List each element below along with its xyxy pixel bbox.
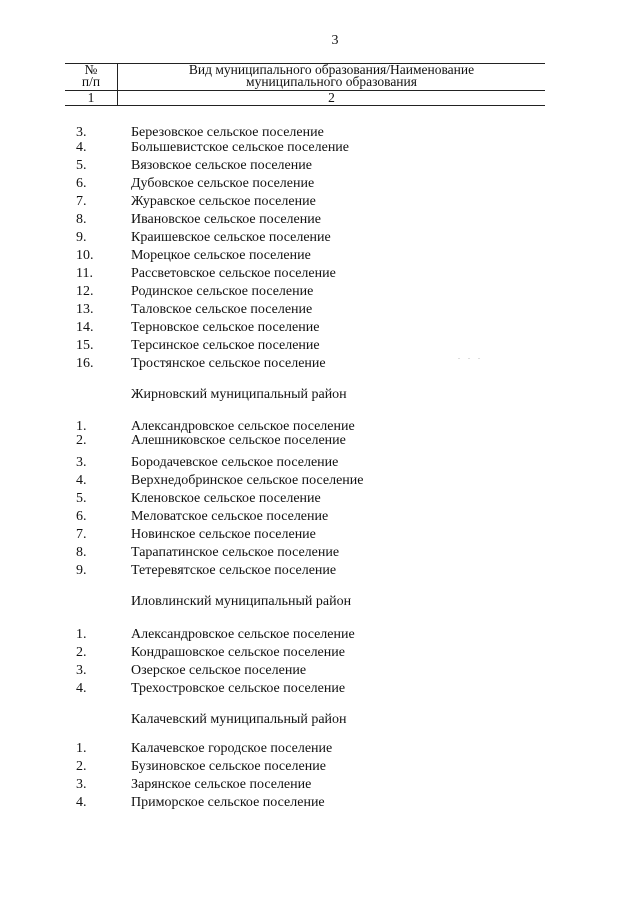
item-number: 7.	[76, 527, 87, 542]
list-item	[0, 319, 640, 337]
item-name: Терсинское сельское поселение	[131, 338, 320, 353]
item-name: Александровское сельское поселение	[131, 627, 355, 642]
list-item	[0, 301, 640, 319]
item-number: 14.	[76, 320, 94, 335]
item-name: Терновское сельское поселение	[131, 320, 320, 335]
header-num-label-line2: п/п	[81, 74, 101, 89]
item-number: 11.	[76, 266, 93, 281]
list-item	[0, 157, 640, 175]
header-col2-number: 2	[328, 90, 335, 105]
item-number: 12.	[76, 284, 94, 299]
header-num-label-line1: №	[84, 62, 98, 77]
item-number: 9.	[76, 563, 87, 578]
item-number: 1.	[76, 627, 87, 642]
item-number: 4.	[76, 140, 87, 155]
header-title	[118, 64, 545, 88]
item-number: 7.	[76, 194, 87, 209]
item-number: 8.	[76, 545, 87, 560]
list-item	[0, 794, 640, 812]
item-number: 3.	[76, 125, 87, 140]
item-name: Морецкое сельское поселение	[131, 248, 311, 263]
item-name: Журавское сельское поселение	[131, 194, 316, 209]
item-name: Тростянское сельское поселение	[131, 356, 326, 371]
item-name: Тетеревятское сельское поселение	[131, 563, 337, 578]
district-heading: Иловлинский муниципальный район	[131, 594, 352, 609]
item-name: Озерское сельское поселение	[131, 663, 307, 678]
item-name: Таловское сельское поселение	[131, 302, 313, 317]
group4-list	[0, 740, 640, 812]
item-name: Большевистское сельское поселение	[131, 140, 350, 155]
item-name: Трехостровское сельское поселение	[131, 681, 346, 696]
header-num-label	[65, 64, 117, 88]
item-number: 2.	[76, 433, 87, 448]
list-item	[0, 175, 640, 193]
list-item	[0, 490, 640, 508]
group1-list	[0, 124, 640, 373]
item-number: 3.	[76, 777, 87, 792]
item-name: Бузиновское сельское поселение	[131, 759, 326, 774]
item-number: 10.	[76, 248, 94, 263]
list-item	[0, 662, 640, 680]
list-item	[0, 562, 640, 580]
item-name: Калачевское городское поселение	[131, 741, 333, 756]
table-header	[65, 63, 545, 106]
item-name: Новинское сельское поселение	[131, 527, 316, 542]
item-name: Кленовское сельское поселение	[131, 491, 321, 506]
district-heading: Жирновский муниципальный район	[131, 387, 347, 402]
item-number: 3.	[76, 455, 87, 470]
item-number: 13.	[76, 302, 94, 317]
item-number: 6.	[76, 176, 87, 191]
item-name: Тарапатинское сельское поселение	[131, 545, 340, 560]
item-name: Александровское сельское поселение	[131, 419, 355, 434]
list-item	[0, 680, 640, 698]
item-name: Алешниковское сельское поселение	[131, 433, 346, 448]
header-title-line1: Вид муниципального образования/Наименование	[188, 62, 475, 77]
list-item	[0, 626, 640, 644]
page-number: 3	[331, 33, 339, 48]
item-name: Родинское сельское поселение	[131, 284, 314, 299]
list-item	[0, 758, 640, 776]
list-item	[0, 526, 640, 544]
list-item	[0, 472, 640, 490]
list-item	[0, 193, 640, 211]
item-name: Бородачевское сельское поселение	[131, 455, 339, 470]
item-number: 4.	[76, 795, 87, 810]
group2-list	[0, 418, 640, 580]
item-number: 5.	[76, 158, 87, 173]
item-name: Дубовское сельское поселение	[131, 176, 315, 191]
item-name: Верхнедобринское сельское поселение	[131, 473, 364, 488]
item-name: Краишевское сельское поселение	[131, 230, 331, 245]
item-number: 16.	[76, 356, 94, 371]
item-number: 1.	[76, 419, 87, 434]
item-number: 4.	[76, 681, 87, 696]
header-col1-number: 1	[87, 90, 95, 105]
item-name: Вязовское сельское поселение	[131, 158, 312, 173]
list-item	[0, 776, 640, 794]
item-number: 5.	[76, 491, 87, 506]
list-item	[0, 229, 640, 247]
item-number: 2.	[76, 759, 87, 774]
item-name: Зарянское сельское поселение	[131, 777, 312, 792]
header-title-line2: муниципального образования	[246, 74, 417, 89]
item-name: Кондрашовское сельское поселение	[131, 645, 345, 660]
list-item	[0, 644, 640, 662]
item-name: Рассветовское сельское поселение	[131, 266, 336, 281]
item-name: Меловатское сельское поселение	[131, 509, 329, 524]
item-number: 1.	[76, 741, 87, 756]
group3-list	[0, 626, 640, 698]
list-item	[0, 247, 640, 265]
item-number: 15.	[76, 338, 94, 353]
item-number: 6.	[76, 509, 87, 524]
item-name: Приморское сельское поселение	[131, 795, 325, 810]
list-item	[0, 139, 640, 157]
list-item	[0, 508, 640, 526]
item-name: Березовское сельское поселение	[131, 125, 324, 140]
item-number: 3.	[76, 663, 87, 678]
list-item	[0, 211, 640, 229]
scan-speck: . . .	[458, 352, 483, 361]
header-bottom-rule	[65, 105, 545, 106]
item-number: 9.	[76, 230, 87, 245]
list-item	[0, 544, 640, 562]
item-number: 4.	[76, 473, 87, 488]
item-name: Ивановское сельское поселение	[131, 212, 321, 227]
list-item	[0, 337, 640, 355]
list-item	[0, 432, 640, 450]
list-item	[0, 740, 640, 758]
list-item	[0, 355, 640, 373]
item-number: 2.	[76, 645, 87, 660]
item-number: 8.	[76, 212, 87, 227]
district-heading: Калачевский муниципальный район	[131, 712, 347, 727]
list-item	[0, 265, 640, 283]
list-item	[0, 283, 640, 301]
list-item	[0, 454, 640, 472]
